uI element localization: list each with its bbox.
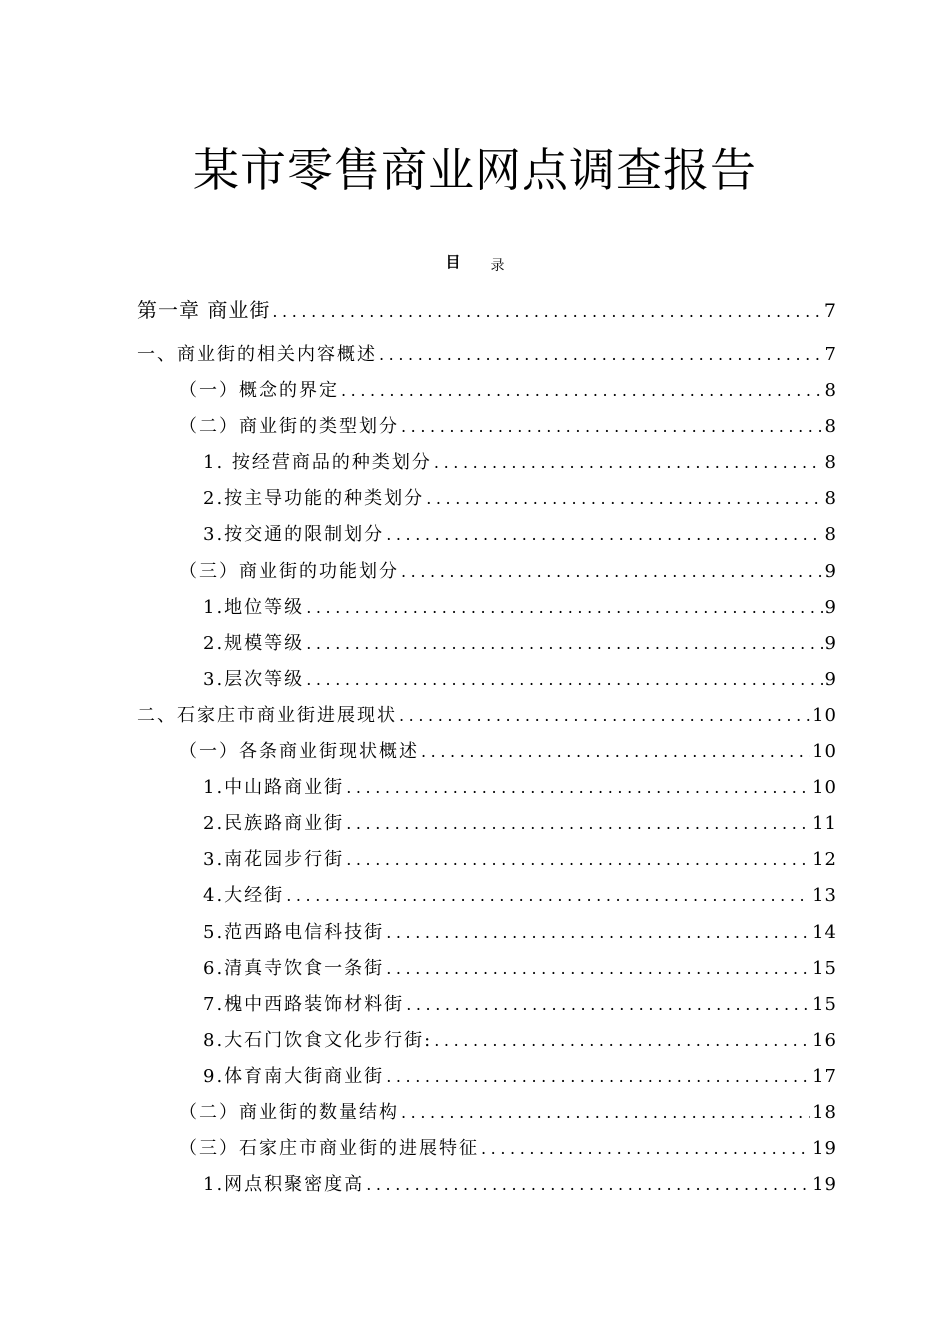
toc-entry-label: （二）商业街的数量结构: [179, 1101, 399, 1123]
toc-entry[interactable]: [137, 737, 837, 773]
table-of-contents: [137, 294, 837, 1206]
toc-heading-word-2: 录: [490, 258, 505, 274]
toc-dot-leader: [401, 562, 823, 581]
toc-entry-page-number: 17: [812, 1065, 837, 1087]
toc-entry-page-number: 10: [812, 777, 837, 799]
toc-entry-page-number: 9: [824, 596, 837, 618]
toc-entry-page-number: 10: [812, 704, 837, 726]
toc-dot-leader: [481, 1139, 810, 1158]
toc-dot-leader: [272, 302, 822, 321]
toc-entry-page-number: 12: [812, 849, 837, 871]
toc-entry-page-number: 14: [812, 921, 837, 943]
toc-entry-page-number: 13: [812, 885, 837, 907]
toc-dot-leader: [379, 345, 823, 364]
toc-entry-page-number: 19: [812, 1138, 837, 1160]
toc-entry-label: （三）商业街的功能划分: [179, 560, 399, 582]
toc-entry[interactable]: [137, 1062, 837, 1098]
toc-entry-page-number: 9: [824, 560, 837, 582]
toc-dot-leader: [346, 850, 810, 869]
toc-heading-word-1: 目: [445, 253, 461, 271]
toc-entry-page-number: 8: [824, 524, 837, 546]
toc-entry-label: 2.按主导功能的种类划分: [203, 488, 425, 510]
toc-dot-leader: [386, 959, 810, 978]
toc-entry[interactable]: [137, 1134, 837, 1170]
toc-dot-leader: [399, 706, 810, 725]
toc-entry-label: 一、商业街的相关内容概述: [137, 344, 377, 365]
toc-entry[interactable]: [137, 665, 837, 701]
toc-entry-label: 2.民族路商业街: [203, 813, 345, 835]
toc-entry-label: 6.清真寺饮食一条街: [203, 957, 385, 979]
toc-entry-page-number: 7: [824, 344, 837, 365]
toc-entry-page-number: 9: [824, 668, 837, 690]
toc-entry[interactable]: [137, 593, 837, 629]
toc-entry-page-number: 8: [824, 416, 837, 438]
toc-dot-leader: [406, 995, 810, 1014]
toc-entry-label: 1. 按经营商品的种类划分: [203, 452, 432, 474]
toc-entry-label: （一）概念的界定: [179, 380, 339, 402]
toc-entry[interactable]: [137, 294, 837, 340]
toc-entry-page-number: 19: [812, 1174, 837, 1196]
toc-entry[interactable]: [137, 918, 837, 954]
toc-entry-page-number: 7: [823, 300, 837, 322]
toc-dot-leader: [386, 1067, 810, 1086]
toc-entry-label: 2.规模等级: [203, 632, 305, 654]
toc-entry-page-number: 10: [812, 741, 837, 763]
toc-entry[interactable]: [137, 881, 837, 917]
toc-entry[interactable]: [137, 990, 837, 1026]
toc-entry[interactable]: [137, 954, 837, 990]
toc-entry-page-number: 11: [812, 813, 837, 835]
toc-heading: [0, 250, 950, 275]
toc-entry-label: 3.南花园步行街: [203, 849, 345, 871]
toc-entry-label: （三）石家庄市商业街的进展特征: [179, 1138, 479, 1160]
toc-dot-leader: [401, 1103, 810, 1122]
toc-entry-label: （二）商业街的类型划分: [179, 416, 399, 438]
toc-entry-label: 第一章 商业街: [137, 298, 271, 322]
toc-entry-label: （一）各条商业街现状概述: [179, 741, 419, 763]
toc-entry-page-number: 16: [812, 1029, 837, 1051]
toc-entry[interactable]: [137, 1170, 837, 1206]
toc-entry-label: 二、石家庄市商业街进展现状: [137, 704, 397, 726]
toc-entry-label: 1.地位等级: [203, 596, 305, 618]
toc-entry-label: 3.层次等级: [203, 668, 305, 690]
toc-dot-leader: [306, 634, 822, 653]
toc-dot-leader: [386, 525, 822, 544]
toc-entry[interactable]: [137, 484, 837, 520]
toc-dot-leader: [434, 1031, 810, 1050]
toc-entry[interactable]: [137, 340, 837, 376]
toc-entry-page-number: 18: [812, 1101, 837, 1123]
toc-dot-leader: [346, 814, 810, 833]
toc-entry[interactable]: [137, 845, 837, 881]
toc-entry[interactable]: [137, 629, 837, 665]
toc-dot-leader: [366, 1175, 810, 1194]
toc-dot-leader: [434, 453, 823, 472]
toc-entry[interactable]: [137, 376, 837, 412]
toc-entry-label: 4.大经街: [203, 885, 285, 907]
toc-entry-label: 1.网点积聚密度高: [203, 1174, 365, 1196]
toc-entry-label: 5.范西路电信科技街: [203, 921, 385, 943]
toc-entry[interactable]: [137, 520, 837, 556]
toc-dot-leader: [401, 417, 823, 436]
toc-entry[interactable]: [137, 809, 837, 845]
toc-dot-leader: [346, 778, 810, 797]
toc-entry[interactable]: [137, 557, 837, 593]
toc-entry-page-number: 8: [824, 452, 837, 474]
toc-entry-label: 9.体育南大街商业街: [203, 1065, 385, 1087]
toc-entry-label: 8.大石门饮食文化步行街:: [203, 1029, 433, 1051]
toc-dot-leader: [341, 381, 823, 400]
toc-entry-page-number: 15: [812, 957, 837, 979]
toc-entry-page-number: 15: [812, 993, 837, 1015]
document-title: 某市零售商业网点调查报告: [193, 143, 757, 197]
toc-entry-label: 7.槐中西路装饰材料街: [203, 993, 405, 1015]
toc-dot-leader: [306, 598, 822, 617]
toc-dot-leader: [421, 742, 810, 761]
toc-entry-page-number: 9: [824, 632, 837, 654]
toc-entry-page-number: 8: [824, 380, 837, 402]
toc-entry[interactable]: [137, 701, 837, 737]
toc-dot-leader: [306, 670, 822, 689]
toc-dot-leader: [286, 886, 810, 905]
toc-entry-page-number: 8: [824, 488, 837, 510]
toc-entry[interactable]: [137, 1026, 837, 1062]
toc-dot-leader: [426, 489, 822, 508]
toc-entry-label: 1.中山路商业街: [203, 777, 345, 799]
toc-entry[interactable]: [137, 1098, 837, 1134]
toc-entry[interactable]: [137, 773, 837, 809]
toc-dot-leader: [386, 923, 810, 942]
toc-entry-label: 3.按交通的限制划分: [203, 524, 385, 546]
toc-entry[interactable]: [137, 448, 837, 484]
toc-entry[interactable]: [137, 412, 837, 448]
